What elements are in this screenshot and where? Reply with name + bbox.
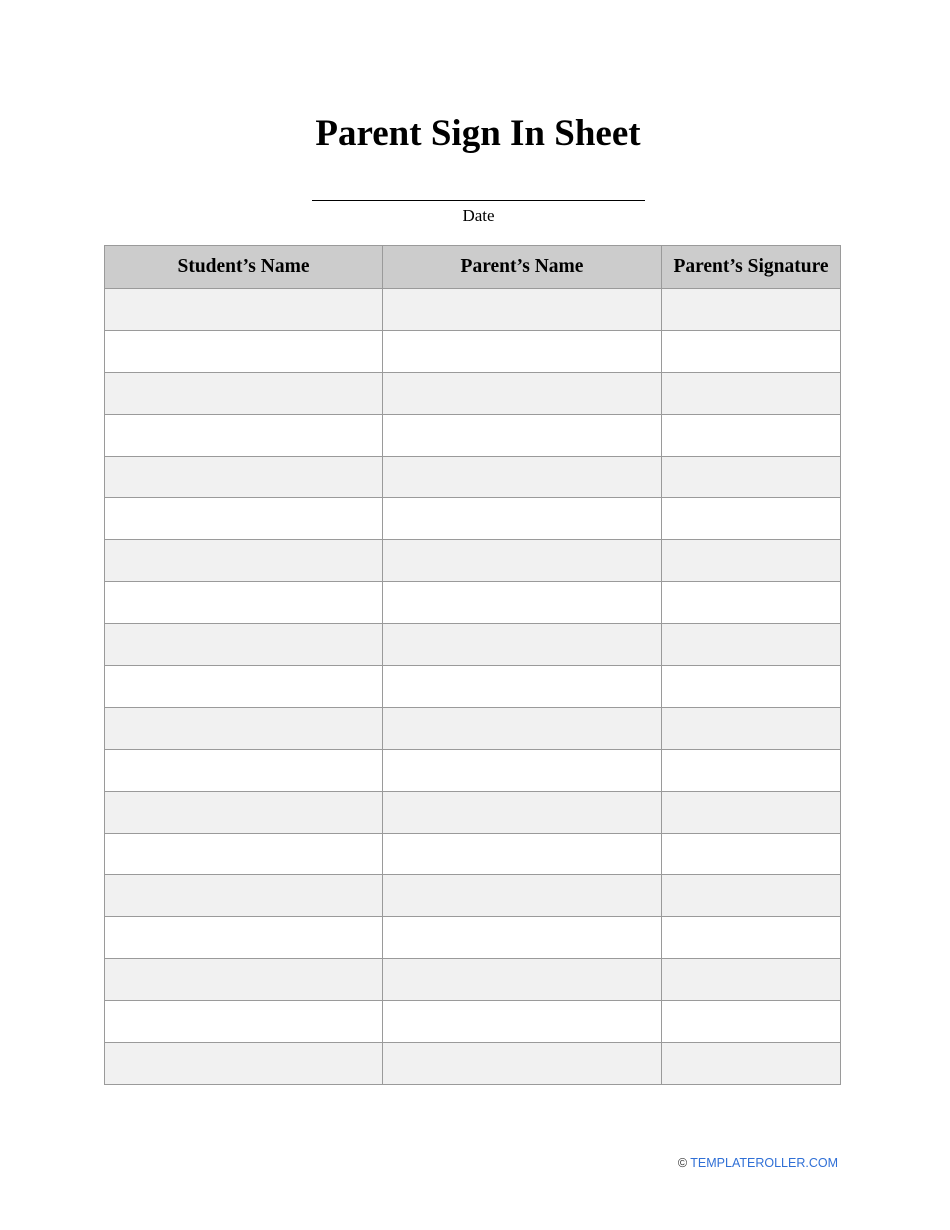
footer-credit [678, 1155, 838, 1171]
cell-parents-name[interactable] [383, 791, 662, 833]
cell-parents-signature[interactable] [662, 289, 841, 331]
cell-parents-signature[interactable] [662, 540, 841, 582]
cell-students-name[interactable] [105, 372, 383, 414]
cell-parents-signature[interactable] [662, 959, 841, 1001]
cell-parents-signature[interactable] [662, 330, 841, 372]
table-row [105, 330, 841, 372]
cell-parents-name[interactable] [383, 372, 662, 414]
cell-parents-name[interactable] [383, 666, 662, 708]
header-students-name: Student’s Name [105, 246, 383, 289]
cell-students-name[interactable] [105, 749, 383, 791]
cell-students-name[interactable] [105, 330, 383, 372]
cell-parents-name[interactable] [383, 414, 662, 456]
cell-parents-name[interactable] [383, 707, 662, 749]
cell-parents-name[interactable] [383, 833, 662, 875]
cell-students-name[interactable] [105, 833, 383, 875]
cell-students-name[interactable] [105, 791, 383, 833]
cell-students-name[interactable] [105, 540, 383, 582]
table-row [105, 959, 841, 1001]
cell-students-name[interactable] [105, 959, 383, 1001]
cell-students-name[interactable] [105, 917, 383, 959]
cell-parents-name[interactable] [383, 456, 662, 498]
table-row [105, 456, 841, 498]
date-label: Date [462, 206, 495, 225]
cell-parents-name[interactable] [383, 749, 662, 791]
cell-parents-name[interactable] [383, 959, 662, 1001]
table-row [105, 498, 841, 540]
cell-students-name[interactable] [105, 414, 383, 456]
table-body [105, 289, 841, 1085]
cell-parents-signature[interactable] [662, 498, 841, 540]
cell-parents-name[interactable] [383, 875, 662, 917]
header-parents-signature: Parent’s Signature [662, 246, 841, 289]
table-row [105, 749, 841, 791]
cell-students-name[interactable] [105, 1043, 383, 1085]
cell-parents-signature[interactable] [662, 1043, 841, 1085]
cell-parents-name[interactable] [383, 1043, 662, 1085]
table-row [105, 666, 841, 708]
table-row [105, 414, 841, 456]
page-title: Parent Sign In Sheet [315, 113, 641, 154]
cell-students-name[interactable] [105, 498, 383, 540]
table-row [105, 582, 841, 624]
footer-brand-link[interactable]: TEMPLATEROLLER.COM [690, 1156, 838, 1170]
table-row [105, 917, 841, 959]
cell-parents-name[interactable] [383, 498, 662, 540]
cell-parents-signature[interactable] [662, 707, 841, 749]
cell-students-name[interactable] [105, 875, 383, 917]
cell-students-name[interactable] [105, 707, 383, 749]
table-row [105, 707, 841, 749]
cell-parents-signature[interactable] [662, 624, 841, 666]
cell-parents-signature[interactable] [662, 1001, 841, 1043]
cell-parents-signature[interactable] [662, 666, 841, 708]
cell-parents-signature[interactable] [662, 582, 841, 624]
header-parents-name: Parent’s Name [383, 246, 662, 289]
cell-parents-name[interactable] [383, 540, 662, 582]
cell-parents-name[interactable] [383, 330, 662, 372]
cell-parents-name[interactable] [383, 582, 662, 624]
cell-parents-name[interactable] [383, 1001, 662, 1043]
table-row [105, 289, 841, 331]
table-row [105, 791, 841, 833]
cell-students-name[interactable] [105, 289, 383, 331]
cell-students-name[interactable] [105, 582, 383, 624]
copyright-symbol: © [677, 1156, 688, 1170]
table-row [105, 372, 841, 414]
cell-parents-name[interactable] [383, 289, 662, 331]
cell-parents-signature[interactable] [662, 833, 841, 875]
cell-students-name[interactable] [105, 666, 383, 708]
table-row [105, 833, 841, 875]
table-row [105, 540, 841, 582]
cell-students-name[interactable] [105, 456, 383, 498]
cell-parents-signature[interactable] [662, 456, 841, 498]
table-row [105, 1001, 841, 1043]
cell-students-name[interactable] [105, 1001, 383, 1043]
sign-in-table [104, 245, 841, 1085]
cell-parents-signature[interactable] [662, 414, 841, 456]
cell-parents-signature[interactable] [662, 749, 841, 791]
table-row [105, 875, 841, 917]
cell-parents-signature[interactable] [662, 875, 841, 917]
cell-students-name[interactable] [105, 624, 383, 666]
cell-parents-name[interactable] [383, 917, 662, 959]
table-row [105, 624, 841, 666]
date-line[interactable] [312, 200, 645, 201]
table-row [105, 1043, 841, 1085]
cell-parents-name[interactable] [383, 624, 662, 666]
cell-parents-signature[interactable] [662, 791, 841, 833]
cell-parents-signature[interactable] [662, 917, 841, 959]
table-header-row [105, 246, 841, 289]
cell-parents-signature[interactable] [662, 372, 841, 414]
